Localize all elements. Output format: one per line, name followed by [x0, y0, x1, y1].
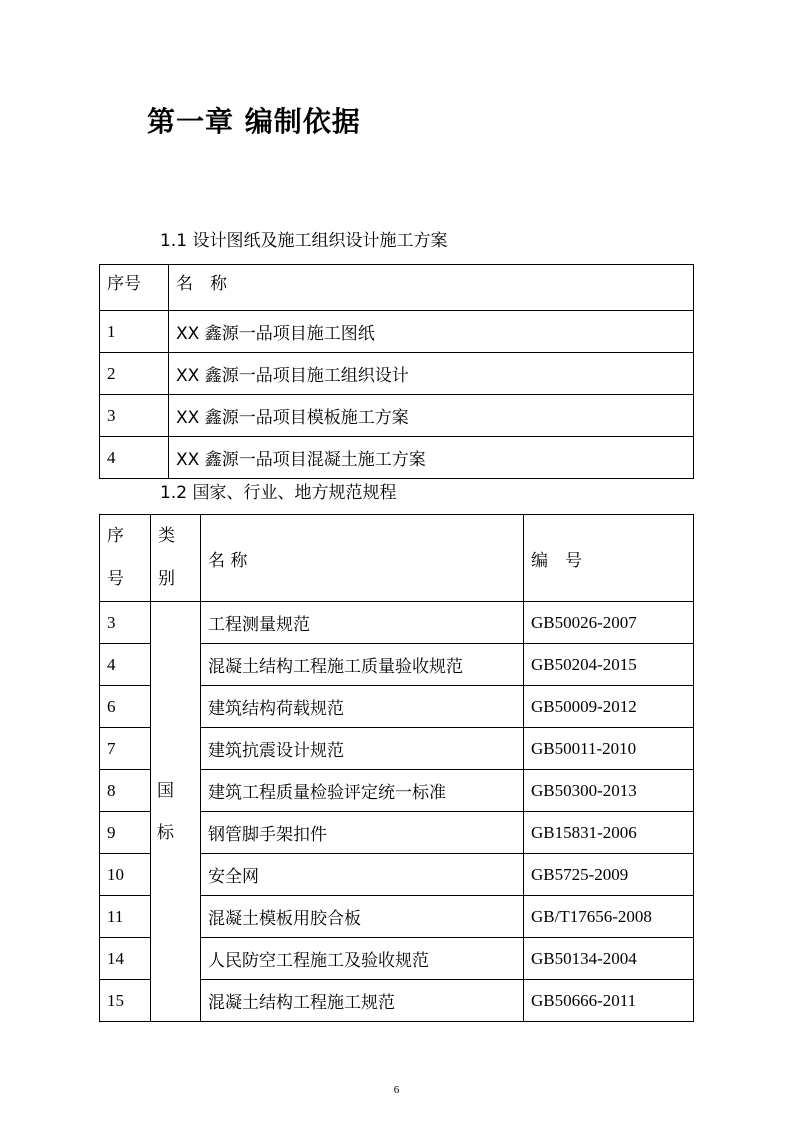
- row-name: 混凝土模板用胶合板: [201, 896, 524, 938]
- chapter-title: 第一章 编制依据: [147, 105, 361, 138]
- row-name: 混凝土结构工程施工规范: [201, 980, 524, 1022]
- category-bottom: 标: [157, 822, 174, 843]
- row-name: XX 鑫源一品项目施工图纸: [169, 311, 694, 353]
- table-header-row: [100, 265, 694, 311]
- row-code: GB50134-2004: [524, 938, 694, 980]
- header-index: 序号: [100, 265, 169, 311]
- row-name: XX 鑫源一品项目施工组织设计: [169, 353, 694, 395]
- row-index: 8: [100, 770, 151, 812]
- row-index: 3: [100, 395, 169, 437]
- row-code: GB50011-2010: [524, 728, 694, 770]
- row-code: GB50026-2007: [524, 602, 694, 644]
- section-heading-1-2: 1.2 国家、行业、地方规范规程: [160, 483, 397, 503]
- row-name: 建筑抗震设计规范: [201, 728, 524, 770]
- row-name: 安全网: [201, 854, 524, 896]
- row-code: GB50666-2011: [524, 980, 694, 1022]
- header-index: [100, 515, 151, 602]
- design-documents-table: [99, 264, 694, 479]
- page-number: 6: [393, 1084, 400, 1096]
- row-name: 人民防空工程施工及验收规范: [201, 938, 524, 980]
- row-index: 6: [100, 686, 151, 728]
- row-name: 工程测量规范: [201, 602, 524, 644]
- row-index: 9: [100, 812, 151, 854]
- header-name: 名 称: [201, 515, 524, 602]
- table-row: [100, 353, 694, 395]
- header-category-bottom: 别: [158, 569, 175, 589]
- row-index: 4: [100, 437, 169, 479]
- header-index-bottom: 号: [107, 569, 124, 589]
- row-code: GB15831-2006: [524, 812, 694, 854]
- row-index: 1: [100, 311, 169, 353]
- category-top: 国: [157, 780, 174, 801]
- header-name: 名 称: [169, 265, 694, 311]
- table-header-row: [100, 515, 694, 602]
- header-index-top: 序: [107, 526, 124, 546]
- header-category-top: 类: [158, 526, 175, 546]
- row-name: XX 鑫源一品项目模板施工方案: [169, 395, 694, 437]
- table-row: [100, 395, 694, 437]
- row-code: GB/T17656-2008: [524, 896, 694, 938]
- row-index: 2: [100, 353, 169, 395]
- row-code: GB5725-2009: [524, 854, 694, 896]
- row-index: 3: [100, 602, 151, 644]
- standards-table: [99, 514, 694, 1022]
- row-index: 15: [100, 980, 151, 1022]
- row-name: XX 鑫源一品项目混凝土施工方案: [169, 437, 694, 479]
- table-row: [100, 311, 694, 353]
- header-code: 编 号: [524, 515, 694, 602]
- table-row: [100, 437, 694, 479]
- row-index: 11: [100, 896, 151, 938]
- row-index: 4: [100, 644, 151, 686]
- table-row: [100, 602, 694, 644]
- category-cell: [151, 602, 201, 1022]
- row-index: 10: [100, 854, 151, 896]
- row-code: GB50204-2015: [524, 644, 694, 686]
- row-name: 混凝土结构工程施工质量验收规范: [201, 644, 524, 686]
- row-index: 7: [100, 728, 151, 770]
- header-category: [151, 515, 201, 602]
- section-heading-1-1: 1.1 设计图纸及施工组织设计施工方案: [160, 231, 448, 251]
- row-name: 建筑工程质量检验评定统一标准: [201, 770, 524, 812]
- row-name: 建筑结构荷载规范: [201, 686, 524, 728]
- row-code: GB50009-2012: [524, 686, 694, 728]
- row-index: 14: [100, 938, 151, 980]
- row-code: GB50300-2013: [524, 770, 694, 812]
- row-name: 钢管脚手架扣件: [201, 812, 524, 854]
